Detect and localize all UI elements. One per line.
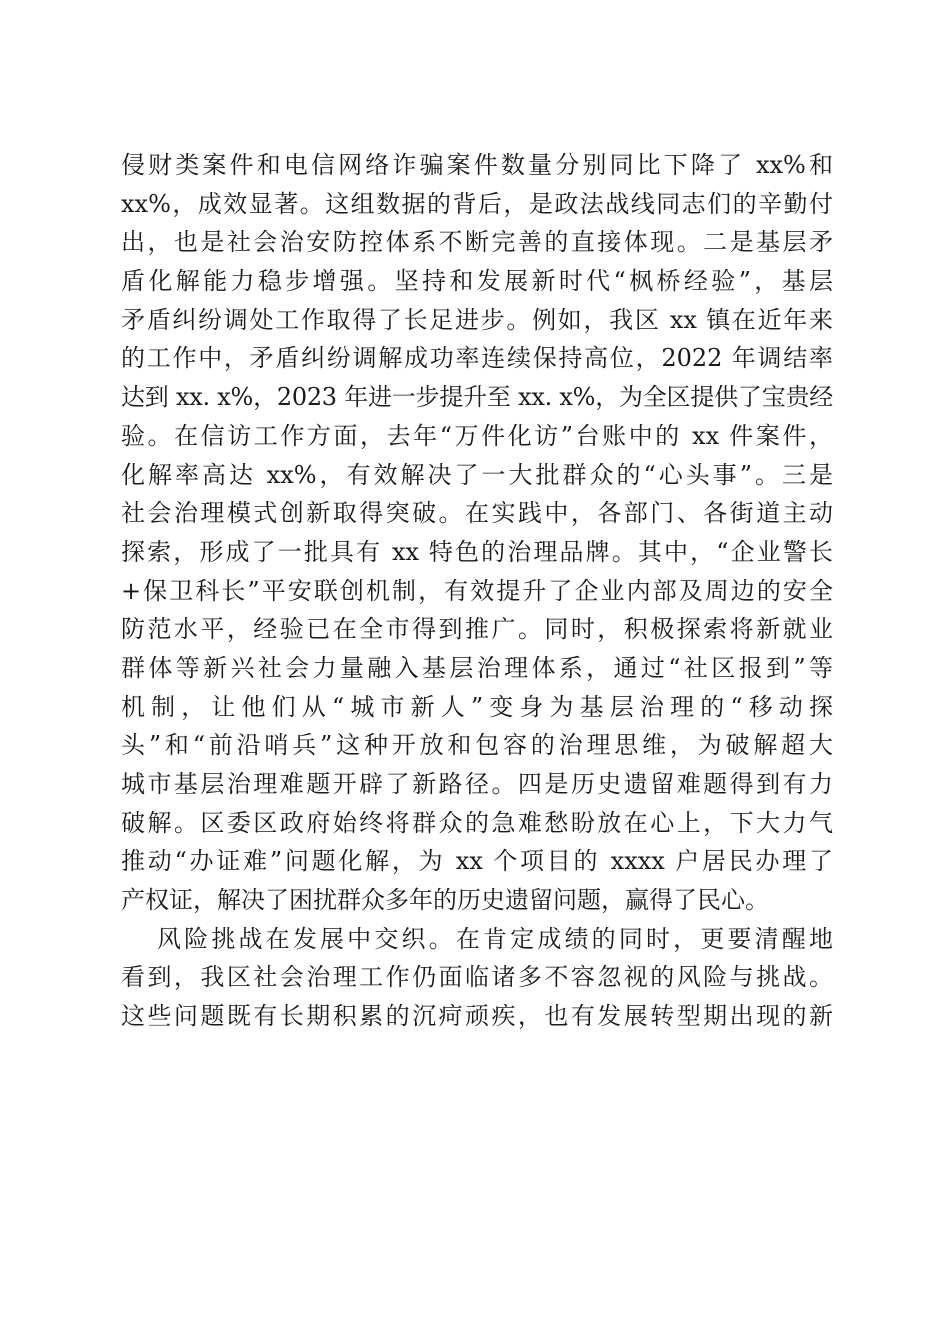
text-line: 侵财类案件和电信网络诈骗案件数量分别同比下降了 xx%和 (121, 151, 833, 179)
text-line: 城市基层治理难题开辟了新路径。四是历史遗留难题得到有力 (121, 770, 833, 798)
text-line: 破解。区委区政府始终将群众的急难愁盼放在心上，下大力气 (121, 808, 833, 837)
text-line: 防范水平，经验已在全市得到推广。同时，积极探索将新就业 (121, 615, 833, 644)
text-line: 机制，让他们从“城市新人”变身为基层治理的“移动探 (121, 692, 833, 721)
text-line: +保卫科长”平安联创机制，有效提升了企业内部及周边的安全 (121, 576, 833, 605)
text-line: 推动“办证难”问题化解，为 xx 个项目的 xxxx 户居民办理了 (121, 847, 833, 876)
text-line: 风险挑战在发展中交织。在肯定成绩的同时，更要清醒地 (157, 924, 833, 953)
text-line: 这些问题既有长期积累的沉疴顽疾，也有发展转型期出现的新 (121, 1002, 833, 1031)
text-line: xx%，成效显著。这组数据的背后，是政法战线同志们的辛勤付 (121, 189, 833, 218)
text-line: 达到 xx. x%，2023 年进一步提升至 xx. x%，为全区提供了宝贵经 (121, 383, 833, 412)
text-line: 验。在信访工作方面，去年“万件化访”台账中的 xx 件案件， (121, 421, 833, 450)
text-line: 矛盾纠纷调处工作取得了长足进步。例如，我区 xx 镇在近年来 (121, 305, 833, 334)
text-line: 社会治理模式创新取得突破。在实践中，各部门、各街道主动 (121, 499, 833, 528)
text-line: 盾化解能力稳步增强。坚持和发展新时代“枫桥经验”，基层 (121, 267, 833, 296)
text-line: 化解率高达 xx%，有效解决了一大批群众的“心头事”。三是 (121, 460, 833, 489)
text-line: 的工作中，矛盾纠纷调解成功率连续保持高位，2022 年调结率 (121, 344, 833, 373)
text-line: 产权证，解决了困扰群众多年的历史遗留问题，赢得了民心。 (121, 886, 769, 915)
paragraph-2 (121, 920, 833, 1036)
text-line: 群体等新兴社会力量融入基层治理体系，通过“社区报到”等 (121, 653, 833, 682)
text-line: 头”和“前沿哨兵”这种开放和包容的治理思维，为破解超大 (121, 731, 833, 760)
text-line: 看到，我区社会治理工作仍面临诸多不容忽视的风险与挑战。 (121, 963, 833, 992)
paragraph-1 (121, 146, 833, 920)
text-line: 出，也是社会治安防控体系不断完善的直接体现。二是基层矛 (121, 228, 833, 257)
body-text (121, 146, 833, 1036)
text-line: 探索，形成了一批具有 xx 特色的治理品牌。其中，“企业警长 (121, 537, 833, 566)
